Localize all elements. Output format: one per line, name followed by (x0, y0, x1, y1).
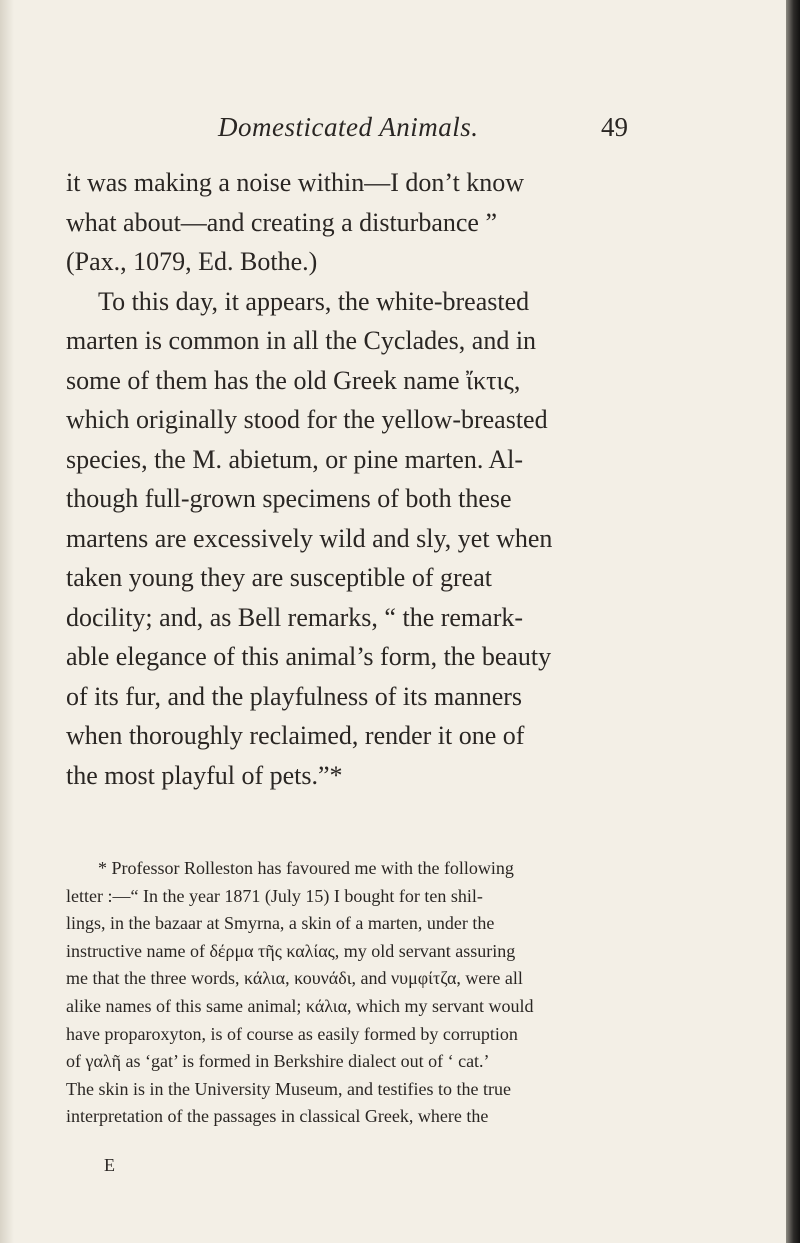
footnote-line: me that the three words, κάλια, κουνάδι, and νυμφίτζα, were all (66, 968, 523, 989)
body-line: (Pax., 1079, Ed. Bothe.) (66, 247, 318, 276)
body-line: able elegance of this animal’s form, the beauty (66, 642, 552, 671)
binding-shadow (0, 0, 14, 1243)
body-line: what about—and creating a disturbance ” (66, 207, 497, 237)
footnote-line: The skin is in the University Museum, and testifies to the true (66, 1078, 511, 1099)
footnote-line: * Professor Rolleston has favoured me with the following (98, 858, 514, 878)
body-line: some of them has the old Greek name ἴκτις, (66, 365, 521, 395)
body-line: species, the M. abietum, or pine marten. Al- (66, 444, 524, 474)
body-line: martens are excessively wild and sly, yet when (66, 523, 553, 553)
body-line: of its fur, and the playfulness of its manners (66, 681, 523, 711)
body-line: which originally stood for the yellow-breasted (66, 405, 548, 434)
footnote-line: of γαλῆ as ‘gat’ is formed in Berkshire dialect out of ‘ cat.’ (66, 1051, 490, 1072)
footnote-line: lings, in the bazaar at Smyrna, a skin of a marten, under the (66, 913, 495, 934)
body-line: To this day, it appears, the white-breasted (98, 286, 530, 316)
footnote (66, 855, 618, 1131)
footnote-line: letter :—“ In the year 1871 (July 15) I bought for ten shil- (66, 885, 483, 906)
running-title: Domesticated Animals. (218, 112, 479, 142)
body-line: docility; and, as Bell remarks, “ the remark- (66, 602, 524, 632)
body-text (66, 163, 618, 795)
body-line: the most playful of pets.”* (66, 760, 343, 790)
footnote-line: instructive name of δέρμα τῆς καλίας, my old servant assuring (66, 940, 516, 961)
page-edge (786, 0, 800, 1243)
body-line: marten is common in all the Cyclades, and in (66, 326, 537, 355)
body-line: it was making a noise within—I don’t know (66, 168, 525, 197)
signature-mark: E (104, 1155, 115, 1175)
footnote-line: alike names of this same animal; κάλια, which my servant would (66, 995, 534, 1016)
footnote-line: have proparoxyton, is of course as easily formed by corruption (66, 1023, 518, 1044)
body-line: when thoroughly reclaimed, render it one of (66, 721, 525, 750)
page-number: 49 (601, 112, 628, 142)
running-head (218, 112, 628, 152)
body-line: taken young they are susceptible of great (66, 563, 492, 592)
footnote-line: interpretation of the passages in classical Greek, where the (66, 1106, 489, 1127)
body-line: though full-grown specimens of both these (66, 484, 512, 513)
